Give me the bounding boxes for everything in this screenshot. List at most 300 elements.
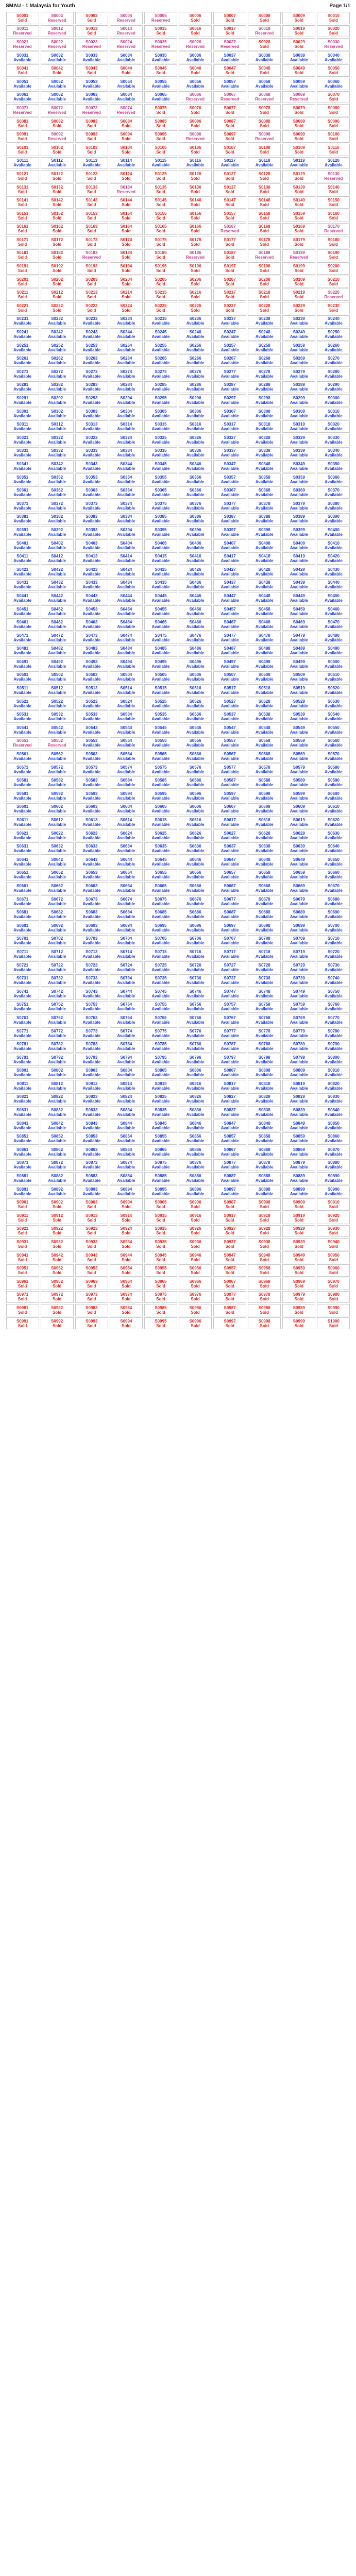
unit-status: Available <box>221 347 239 352</box>
unit-cell <box>110 144 143 156</box>
unit-status: Available <box>82 545 101 550</box>
unit-cell <box>179 1014 212 1026</box>
unit-cell <box>144 948 177 960</box>
unit-status: Available <box>324 730 343 735</box>
unit-cell <box>248 526 281 538</box>
unit-number: S0340 <box>327 448 340 453</box>
unit-status: Available <box>324 835 343 840</box>
unit-status: Available <box>221 743 239 748</box>
unit-cell <box>282 460 315 472</box>
unit-status: Available <box>13 730 31 735</box>
unit-number: S0031 <box>16 53 29 58</box>
unit-number: S0067 <box>224 92 236 97</box>
unit-cell <box>282 1132 315 1145</box>
unit-status: Sold <box>87 202 96 208</box>
unit-status: Available <box>151 664 170 669</box>
unit-cell <box>213 170 246 182</box>
unit-number: S0884 <box>120 1174 132 1179</box>
unit-cell <box>213 262 246 275</box>
unit-number: S0123 <box>86 171 98 176</box>
unit-status: Available <box>117 703 135 708</box>
unit-number: S0063 <box>86 92 98 97</box>
unit-cell <box>6 671 39 684</box>
unit-cell <box>248 803 281 816</box>
unit-cell <box>6 961 39 974</box>
unit-cell <box>75 38 108 50</box>
unit-number: S0410 <box>327 540 340 546</box>
unit-number: S0225 <box>155 303 167 308</box>
unit-cell <box>282 289 315 301</box>
unit-status: Reserved <box>255 31 274 36</box>
unit-number: S0578 <box>258 765 270 770</box>
unit-number: S0393 <box>86 527 98 532</box>
unit-status: Available <box>290 479 308 484</box>
unit-cell <box>110 908 143 921</box>
unit-status: Reserved <box>186 255 205 260</box>
unit-number: S0866 <box>189 1147 201 1152</box>
unit-cell <box>179 12 212 24</box>
unit-status: Reserved <box>116 189 135 194</box>
unit-status: Available <box>117 690 135 696</box>
unit-number: S0240 <box>327 316 340 321</box>
unit-status: Sold <box>191 1323 200 1328</box>
unit-number: S0034 <box>120 53 132 58</box>
unit-cell <box>110 566 143 578</box>
unit-cell <box>179 684 212 697</box>
unit-status: Available <box>290 624 308 630</box>
unit-cell <box>179 64 212 77</box>
unit-number: S0844 <box>120 1121 132 1126</box>
unit-cell <box>213 368 246 380</box>
unit-cell <box>179 78 212 90</box>
unit-number: S0505 <box>155 672 167 677</box>
unit-cell <box>41 618 74 631</box>
unit-cell <box>248 183 281 196</box>
unit-cell <box>75 447 108 460</box>
unit-status: Sold <box>122 229 131 234</box>
unit-number: S0512 <box>51 686 63 691</box>
unit-number: S0975 <box>155 1292 167 1297</box>
unit-cell <box>110 236 143 248</box>
unit-cell <box>282 698 315 710</box>
unit-status: Available <box>186 1073 205 1078</box>
unit-cell <box>144 1198 177 1211</box>
unit-status: Available <box>186 532 205 537</box>
unit-number: S0363 <box>86 488 98 493</box>
unit-cell <box>179 829 212 842</box>
unit-number: S0673 <box>86 896 98 902</box>
unit-number: S0639 <box>293 844 305 849</box>
unit-cell <box>248 447 281 460</box>
unit-number: S0264 <box>120 356 132 361</box>
unit-number: S0474 <box>120 633 132 638</box>
unit-number: S0916 <box>189 1213 201 1218</box>
unit-cell <box>110 249 143 262</box>
unit-number: S0222 <box>51 303 63 308</box>
unit-cell <box>179 869 212 882</box>
unit-status: Sold <box>260 1217 269 1223</box>
unit-cell <box>179 1251 212 1264</box>
unit-number: S0237 <box>224 316 236 321</box>
unit-status: Sold <box>87 1205 96 1210</box>
unit-number: S0532 <box>51 712 63 717</box>
unit-number: S0607 <box>224 804 236 809</box>
unit-number: S0332 <box>51 448 63 453</box>
unit-status: Available <box>221 769 239 774</box>
unit-number: S0059 <box>293 79 305 84</box>
unit-number: S0689 <box>293 910 305 915</box>
unit-cell <box>317 500 350 512</box>
unit-number: S0377 <box>224 501 236 506</box>
unit-number: S0877 <box>224 1160 236 1165</box>
unit-cell <box>248 750 281 762</box>
unit-number: S0441 <box>16 593 29 598</box>
unit-cell <box>282 473 315 486</box>
unit-status: Available <box>13 967 31 972</box>
unit-number: S0035 <box>155 53 167 58</box>
unit-cell <box>282 764 315 776</box>
unit-status: Sold <box>329 215 338 221</box>
unit-status: Available <box>117 730 135 735</box>
unit-number: S0181 <box>16 250 29 256</box>
unit-cell <box>213 1185 246 1198</box>
unit-number: S0052 <box>51 79 63 84</box>
unit-cell <box>144 869 177 882</box>
unit-cell <box>179 25 212 38</box>
unit-status: Available <box>290 703 308 708</box>
unit-status: Available <box>186 413 205 418</box>
unit-status: Available <box>255 756 274 761</box>
unit-number: S0694 <box>120 923 132 928</box>
unit-number: S0048 <box>258 66 270 71</box>
unit-number: S0881 <box>16 1174 29 1179</box>
unit-status: Available <box>82 888 101 893</box>
unit-cell <box>317 1225 350 1238</box>
unit-number: S0356 <box>189 474 201 480</box>
unit-cell <box>282 776 315 789</box>
unit-status: Available <box>48 163 66 168</box>
unit-number: S0684 <box>120 910 132 915</box>
unit-number: S0616 <box>189 818 201 823</box>
unit-number: S0702 <box>51 936 63 941</box>
unit-number: S0102 <box>51 145 63 150</box>
unit-number: S0967 <box>224 1279 236 1284</box>
unit-cell <box>282 1106 315 1118</box>
unit-row <box>5 763 351 776</box>
unit-status: Available <box>324 809 343 814</box>
unit-cell <box>248 144 281 156</box>
unit-number: S0690 <box>327 910 340 915</box>
unit-status: Available <box>324 1099 343 1104</box>
unit-cell <box>110 961 143 974</box>
unit-status: Sold <box>260 1244 269 1249</box>
unit-status: Available <box>186 1125 205 1130</box>
unit-status: Available <box>186 980 205 986</box>
unit-cell <box>110 737 143 750</box>
unit-cell <box>317 223 350 235</box>
unit-number: S0597 <box>224 791 236 796</box>
unit-status: Reserved <box>221 229 240 234</box>
unit-status: Sold <box>191 268 200 274</box>
unit-cell <box>248 1132 281 1145</box>
unit-cell <box>144 408 177 420</box>
unit-number: S0830 <box>327 1094 340 1099</box>
unit-number: S0341 <box>16 461 29 466</box>
unit-status: Available <box>151 413 170 418</box>
unit-status: Sold <box>260 18 269 23</box>
unit-number: S0364 <box>120 488 132 493</box>
unit-status: Sold <box>122 255 131 260</box>
unit-number: S0465 <box>155 620 167 625</box>
unit-number: S0037 <box>224 53 236 58</box>
unit-cell <box>41 1291 74 1303</box>
unit-status: Available <box>221 1178 239 1183</box>
unit-cell <box>179 460 212 472</box>
unit-status: Reserved <box>255 137 274 142</box>
unit-status: Available <box>117 769 135 774</box>
unit-number: S0070 <box>327 92 340 97</box>
unit-row <box>5 117 351 130</box>
unit-status: Available <box>82 97 101 102</box>
unit-status: Available <box>82 1033 101 1038</box>
unit-status: Available <box>255 57 274 62</box>
unit-status: Available <box>324 361 343 366</box>
unit-status: Available <box>117 334 135 340</box>
unit-status: Available <box>290 637 308 642</box>
unit-number: S0475 <box>155 633 167 638</box>
unit-cell <box>248 579 281 591</box>
unit-cell <box>179 645 212 657</box>
unit-cell <box>317 91 350 104</box>
unit-row <box>5 51 351 64</box>
unit-cell <box>144 1172 177 1184</box>
unit-status: Available <box>324 598 343 603</box>
unit-number: S0378 <box>258 501 270 506</box>
unit-number: S0897 <box>224 1187 236 1192</box>
unit-number: S0092 <box>51 132 63 137</box>
unit-number: S0503 <box>86 672 98 677</box>
unit-status: Available <box>186 703 205 708</box>
unit-cell <box>179 183 212 196</box>
unit-status: Available <box>324 690 343 696</box>
unit-number: S0202 <box>51 277 63 282</box>
unit-cell <box>213 460 246 472</box>
unit-status: Available <box>117 163 135 168</box>
unit-number: S0970 <box>327 1279 340 1284</box>
unit-cell <box>213 948 246 960</box>
unit-status: Sold <box>18 189 27 194</box>
unit-status: Available <box>13 861 31 867</box>
unit-cell <box>6 144 39 156</box>
unit-cell <box>75 658 108 670</box>
unit-row <box>5 499 351 513</box>
unit-number: S0633 <box>86 844 98 849</box>
unit-cell <box>282 869 315 882</box>
unit-status: Available <box>117 795 135 801</box>
unit-cell <box>213 1304 246 1316</box>
unit-number: S0983 <box>86 1305 98 1310</box>
unit-status: Available <box>290 1059 308 1064</box>
unit-number: S0584 <box>120 778 132 783</box>
unit-cell <box>75 236 108 248</box>
unit-number: S0795 <box>155 1055 167 1060</box>
unit-status: Available <box>117 1099 135 1104</box>
unit-status: Sold <box>122 281 131 286</box>
unit-row <box>5 671 351 684</box>
unit-row <box>5 1040 351 1053</box>
unit-row <box>5 1145 351 1159</box>
unit-cell <box>317 460 350 472</box>
unit-status: Available <box>13 505 31 511</box>
unit-cell <box>317 249 350 262</box>
unit-cell <box>213 38 246 50</box>
unit-number: S0012 <box>51 26 63 31</box>
unit-status: Sold <box>225 308 234 313</box>
unit-status: Available <box>151 651 170 656</box>
unit-number: S0467 <box>224 620 236 625</box>
unit-status: Sold <box>260 229 269 234</box>
unit-cell <box>75 434 108 446</box>
unit-number: S0816 <box>189 1081 201 1086</box>
unit-number: S0991 <box>16 1318 29 1324</box>
unit-cell <box>179 948 212 960</box>
unit-number: S0293 <box>86 396 98 401</box>
unit-number: S0445 <box>155 593 167 598</box>
unit-cell <box>75 974 108 987</box>
unit-number: S0127 <box>224 171 236 176</box>
unit-cell <box>213 618 246 631</box>
unit-status: Sold <box>329 1231 338 1236</box>
unit-status: Available <box>13 611 31 616</box>
unit-status: Available <box>186 717 205 722</box>
unit-status: Sold <box>52 268 62 274</box>
unit-cell <box>110 157 143 170</box>
unit-number: S0649 <box>293 857 305 862</box>
unit-number: S0486 <box>189 646 201 651</box>
unit-status: Sold <box>156 1297 165 1302</box>
unit-number: S0493 <box>86 659 98 664</box>
unit-number: S0195 <box>155 264 167 269</box>
unit-status: Available <box>82 822 101 827</box>
unit-cell <box>110 500 143 512</box>
unit-number: S0187 <box>224 250 236 256</box>
unit-status: Available <box>255 861 274 867</box>
unit-number: S0506 <box>189 672 201 677</box>
unit-cell <box>41 1185 74 1198</box>
unit-cell <box>282 183 315 196</box>
unit-cell <box>110 104 143 116</box>
unit-cell <box>282 737 315 750</box>
unit-cell <box>144 210 177 222</box>
unit-cell <box>179 552 212 565</box>
unit-number: S0658 <box>258 870 270 875</box>
unit-status: Available <box>324 875 343 880</box>
unit-status: Sold <box>18 71 27 76</box>
unit-row <box>5 486 351 499</box>
unit-status: Available <box>48 387 66 392</box>
unit-number: S0521 <box>16 699 29 704</box>
unit-cell <box>317 566 350 578</box>
unit-row <box>5 539 351 552</box>
unit-status: Available <box>324 1139 343 1144</box>
unit-number: S0711 <box>16 949 28 954</box>
unit-number: S0973 <box>86 1292 98 1297</box>
unit-status: Available <box>186 1099 205 1104</box>
unit-status: Sold <box>122 137 131 142</box>
unit-cell <box>282 144 315 156</box>
unit-cell <box>75 104 108 116</box>
unit-number: S0936 <box>189 1240 201 1245</box>
unit-status: Available <box>255 439 274 445</box>
unit-status: Reserved <box>186 137 205 142</box>
unit-number: S0588 <box>258 778 270 783</box>
unit-cell <box>41 328 74 341</box>
unit-number: S0431 <box>16 580 29 585</box>
unit-cell <box>248 315 281 328</box>
unit-status: Available <box>290 453 308 458</box>
unit-cell <box>6 302 39 314</box>
unit-status: Available <box>82 571 101 577</box>
unit-number: S0651 <box>16 870 29 875</box>
unit-status: Sold <box>18 1297 27 1302</box>
unit-status: Available <box>290 558 308 564</box>
unit-number: S0617 <box>224 818 236 823</box>
unit-status: Sold <box>294 1310 303 1315</box>
unit-cell <box>317 1304 350 1316</box>
unit-status: Available <box>221 888 239 893</box>
unit-status: Available <box>117 585 135 590</box>
unit-status: Available <box>186 677 205 682</box>
unit-number: S0200 <box>327 264 340 269</box>
unit-status: Sold <box>18 308 27 313</box>
unit-cell <box>317 618 350 631</box>
unit-cell <box>282 882 315 894</box>
unit-number: S0175 <box>155 237 167 242</box>
unit-cell <box>317 144 350 156</box>
unit-number: S0535 <box>155 712 167 717</box>
unit-cell <box>75 829 108 842</box>
unit-number: S0987 <box>224 1305 236 1310</box>
unit-cell <box>248 276 281 288</box>
unit-status: Sold <box>225 137 234 142</box>
unit-status: Available <box>48 730 66 735</box>
unit-number: S0771 <box>16 1028 29 1033</box>
unit-status: Available <box>48 545 66 550</box>
unit-cell <box>179 381 212 394</box>
unit-cell <box>317 829 350 842</box>
unit-cell <box>282 684 315 697</box>
unit-status: Sold <box>191 1244 200 1249</box>
unit-number: S0122 <box>51 171 63 176</box>
unit-cell <box>248 394 281 406</box>
unit-number: S0336 <box>189 448 201 453</box>
unit-number: S0387 <box>224 514 236 519</box>
unit-status: Available <box>13 57 31 62</box>
unit-status: Available <box>186 756 205 761</box>
unit-cell <box>179 500 212 512</box>
unit-row <box>5 209 351 223</box>
unit-number: S0918 <box>258 1213 270 1218</box>
unit-number: S0016 <box>189 26 201 31</box>
unit-status: Available <box>117 835 135 840</box>
unit-number: S0956 <box>189 1266 201 1271</box>
unit-status: Available <box>151 1046 170 1052</box>
unit-number: S0409 <box>293 540 305 546</box>
unit-status: Available <box>324 1033 343 1038</box>
unit-cell <box>282 935 315 947</box>
unit-status: Available <box>255 677 274 682</box>
unit-number: S0910 <box>327 1200 340 1205</box>
